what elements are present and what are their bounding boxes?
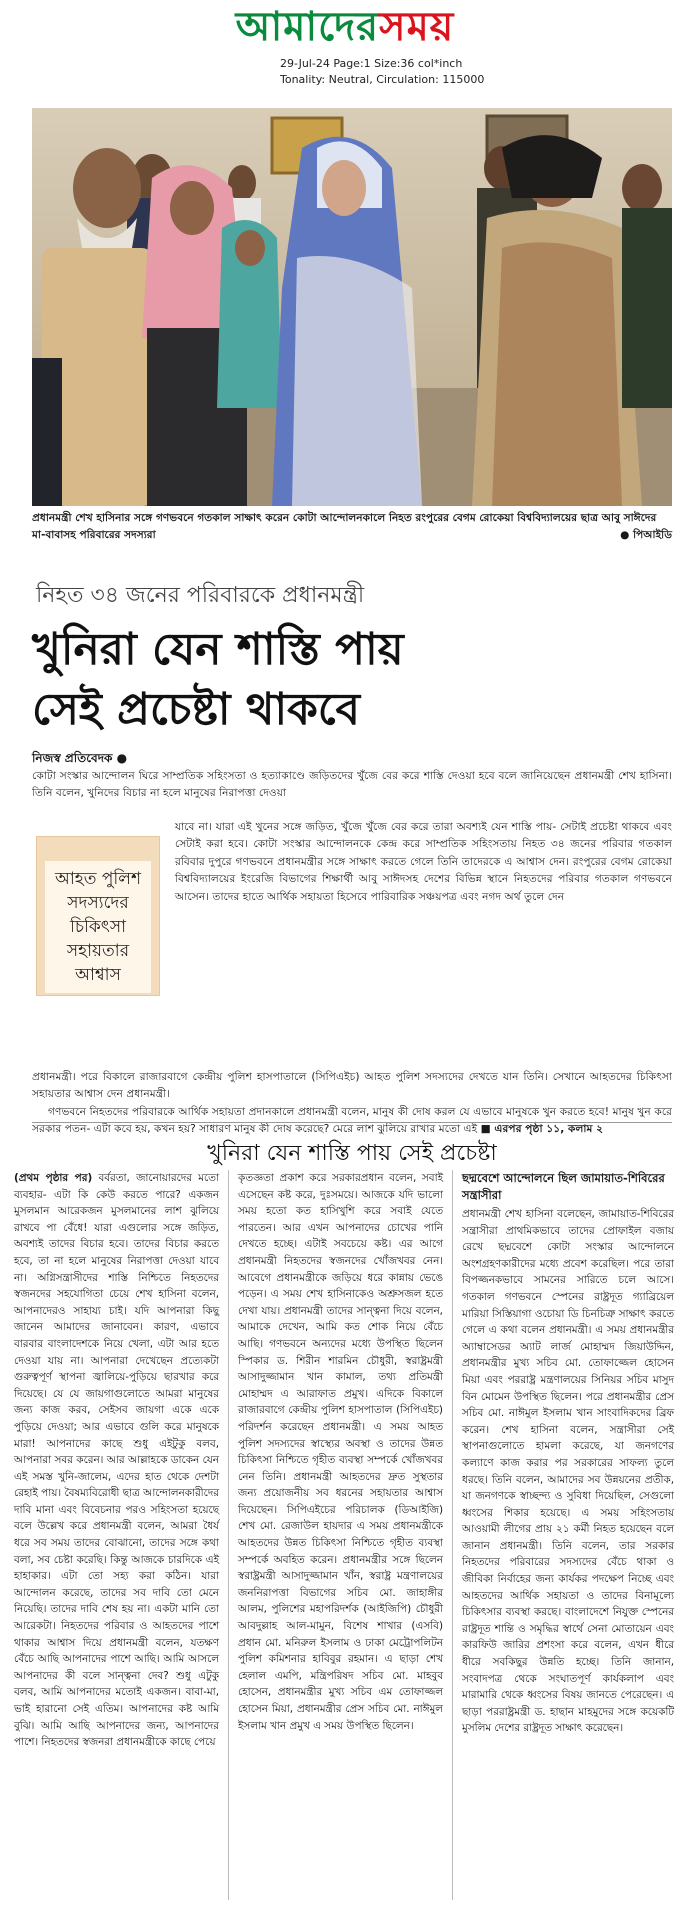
column-divider-2 xyxy=(452,1170,453,1900)
lead-paragraph-side: যাবে না। যারা এই খুনের সঙ্গে জড়িত, খুঁজে খুঁজে বের করে তারা অবশ্যই যেন শাস্তি পায়- সেটাই প্রচেষ্টা থাকবে এবং সেটাই করা হবে। কোটা সংস্কার আন্দোলনকে কেন্দ্র করে সাম্প্রতিক সহিংসতায় নিহত ৩৪ জনের পরিবার গতকাল রবিবার দুপুরে গণভবনে প্রধানমন্ত্রীর সঙ্গে সাক্ষাৎ করতে গেলে তিনি তাদেরকে এ আশ্বাস দেন। রংপুরের বেগম রোকেয়া বিশ্ববিদ্যালয়ের ইংরেজি বিভাগের শিক্ষার্থী আবু সাঈদসহ দেশের বিভিন্ন স্থানে নিহতদের পরিবার গতকাল গণভবনে আসেন। তাদের হাতে আর্থিক সহায়তা হিসেবে পারিবারিক সঞ্চয়পত্র এবং নগদ অর্থ তুলে দেন xyxy=(175,820,672,903)
lead-paragraph-top: কোটা সংস্কার আন্দোলন ঘিরে সাম্প্রতিক সহিংসতা ও হত্যাকাণ্ডে জড়িতদের খুঁজে বের করে শাস্তি দেওয়া হবে বলে জানিয়েছেন প্রধানমন্ত্রী শেখ হাসিনা। তিনি বলেন, খুনিদের বিচার না হলে মানুষের নিরাপত্তা দেওয়া xyxy=(32,769,672,800)
news-photo xyxy=(32,108,672,506)
section-divider xyxy=(32,1122,672,1123)
column-3-heading: ছদ্মবেশে আন্দোলনে ছিল জামায়াত-শিবিরের সন্ত্রাসীরা xyxy=(462,1171,665,1202)
lead-paragraph-bottom xyxy=(32,1068,672,1138)
column-3-body: প্রধানমন্ত্রী শেখ হাসিনা বলেছেন, জামায়াত-শিবিরের সন্ত্রাসীরা প্রাথমিকভাবে তাদের প্রোফাইল বজায় রেখে ছদ্মবেশে কোটা সংস্কার আন্দোলনে অংশগ্রহণকারীদের মধ্যে প্রবেশ করেছিল। পরে তারা বিপজ্জনকভাবে সামনের সারিতে চলে আসে। গতকাল গণভবনে স্পেনের রাষ্ট্রদূত গ্যাব্রিয়েল মারিয়া সিস্তিয়াগা ওচোয়া ডি চিনচিত্রু সাক্ষাৎ করতে গেলে এ কথা বলেন প্রধানমন্ত্রী। এ সময় প্রধানমন্ত্রীর অ্যাম্বাসেডর অ্যাট লার্জ মোহাম্মদ জিয়াউদ্দিন, প্রধানমন্ত্রীর মুখ্য সচিব মো. তোফাজ্জেল হোসেন মিয়া এবং পররাষ্ট্র মন্ত্রণালয়ের সিনিয়র সচিব মাসুদ বিন মোমেন উপস্থিত ছিলেন। পরে প্রধানমন্ত্রীর প্রেস সচিব মো. নাঈমুল ইসলাম খান সাংবাদিকদের ব্রিফ করেন। শেখ হাসিনা বলেন, সন্ত্রাসীরা সেই স্থাপনাগুলোতে হামলা করেছে, যা জনগণের কল্যাণে কাজ করার পর সরকারের সাফল্য তুলে ধরছে। তিনি বলেন, আমাদের সব উন্নয়নের প্রতীক, যা জনগণকে স্বাচ্ছন্দ্য ও সুবিধা দিয়েছিল, সেগুলো ধ্বংসের শিকার হয়েছে। এ সময় সহিংসতায় আওয়ামী লীগের প্রায় ২১ কর্মী নিহত হয়েছেন বলে জানান প্রধানমন্ত্রী। তিনি বলেন, তার সরকার নিহতদের পরিবারের সদস্যদের বেঁচে থাকা ও জীবিকা নির্বাহের জন্য কার্যকর পদক্ষেপ নিচ্ছে এবং আহতদের আর্থিক সহায়তা ও তাদের বিনামূল্যে চিকিৎসার ব্যবস্থা করছে। বাংলাদেশে নিযুক্ত স্পেনের রাষ্ট্রদূত শান্তি ও সমৃদ্ধির স্বার্থে সেনা মোতায়েন এবং কারফিউ জারির প্রশংসা করে বলেন, এখন ধীরে ধীরে সবকিছুর উন্নতি হচ্ছে। তিনি জানান, সংবাদপত্র থেকে সংঘাতপূর্ণ কার্যকলাপ এবং মারামারি থেকে ধ্বংসের বিষয় জানতে পেরেছেন। এ ছাড়া পররাষ্ট্রমন্ত্রী ড. হাছান মাহমুদের সঙ্গে কয়েকটি মুসলিম দেশের রাষ্ট্রদূত সাক্ষাৎ করেছেন। xyxy=(462,1208,674,1735)
column-divider-1 xyxy=(228,1170,229,1900)
headline xyxy=(32,620,672,740)
masthead xyxy=(0,4,690,50)
meta-line-2: Tonality: Neutral, Circulation: 115000 xyxy=(280,73,485,86)
clip-metadata xyxy=(280,56,484,88)
sidebar-highlight-box xyxy=(36,836,160,996)
continuation-column-1 xyxy=(14,1170,219,1751)
continuation-column-3 xyxy=(462,1170,674,1737)
column-1-body: বর্বরতা, জানোয়ারদের মতো ব্যবহার- এটা কি কেউ করতে পারে? একজন মুসলমান আরেকজন মুসলমানের লাশ ঝুলিয়ে রাখবে পা বেঁধে! যারা এগুলোর সঙ্গে জড়িত, অবশ্যই তাদের বিচার হবে। তাদের বিচার করতে হবে, তা না হলে মানুষের নিরাপত্তা দেওয়া যাবে না। অগ্নিসন্ত্রাসীদের শাস্তি নিশ্চিতে নিহতদের স্বজনদের সহযোগিতা চেয়ে শেখ হাসিনা বলেন, আপনাদেরও সাহায্য চাই। যদি আপনারা কিছু জানেন আমাদের জানাবেন। কারণ, এভাবে বারবার বাংলাদেশকে নিয়ে খেলা, এটা আর হতে দেওয়া যায় না। আপনারা দেখেছেন প্রত্যেকটা গুরুত্বপূর্ণ স্থাপনা জ্বালিয়ে-পুড়িয়ে ছারখার করে দিয়েছে। যে যে জায়গাগুলোতে আমরা মানুষের জন্য কাজ করব, সেইসব জায়গা একে একে পুড়িয়ে দেওয়া; আর এভাবে গুলি করে মানুষকে মারা! আপনাদের কাছে শুধু এইটুকু বলব, আপনারা সবর করেন। আর আল্লাহকে ডাকেন যেন এই সমস্ত খুনি-জালেম, এদের হাত থেকে দেশটা রেহাই পায়। বৈষম্যবিরোধী ছাত্র আন্দোলনকারীদের দাবি মানা এবং বিবেচনার পরও সহিংসতা হয়েছে বলে উল্লেখ করে প্রধানমন্ত্রী বলেন, আমরা ধৈর্য ধরে সব সময় তাদের বোঝানো, তাদের সঙ্গে কথা বলা, সব চেষ্টা করেছি। কিন্তু আজকে চারদিকে এই হাহাকার। এটা তো সহ্য করা কঠিন। যারা আন্দোলন করেছে, তাদের সব দাবি তো মেনে নিয়েছি। তাদের দাবি শেষ হয় না। একটা মানি তো আরেকটা। নিহতদের পরিবার ও আহতদের পাশে থাকার আশ্বাস দিয়ে প্রধানমন্ত্রী বলেন, যতক্ষণ বেঁচে আছি আপনাদের পাশে আছি। আমি আসলে আপনাদের কী বলে সান্ত্বনা দেব? শুধু এটুকু বলব, আমি আপনাদের মতোই একজন। বাবা-মা, ভাই হারানো সেই এতিম। আপনাদের কষ্ট আমি বুঝি। আমি আছি আপনাদের জন্য, আপনাদের পাশে। নিহতদের স্বজনরা প্রধানমন্ত্রীকে কাছে পেয়ে xyxy=(14,1172,219,1749)
photo-caption xyxy=(32,510,672,544)
headline-line-2: সেই প্রচেষ্টা থাকবে xyxy=(32,684,361,735)
logo-part-2: সময় xyxy=(379,3,455,50)
continuation-headline: খুনিরা যেন শাস্তি পায় সেই প্রচেষ্টা xyxy=(207,1141,497,1166)
meta-line-1: 29-Jul-24 Page:1 Size:36 col*inch xyxy=(280,57,463,70)
continuation-column-2 xyxy=(238,1170,443,1734)
newspaper-logo xyxy=(0,4,690,50)
photo-illustration xyxy=(32,108,672,506)
jump-reference: ■ এরপর পৃষ্ঠা ১১, কলাম ২ xyxy=(480,1122,604,1136)
sidebar-highlight-text: আহত পুলিশ সদস্যদের চিকিৎসা সহায়তার আশ্বাস xyxy=(45,861,151,993)
lead-bottom-p1: প্রধানমন্ত্রী। পরে বিকালে রাজারবাগে কেন্দ্রীয় পুলিশ হাসপাতালে (সিপিএইচ) আহত পুলিশ সদস্যদের দেখতে যান তিনি। সেখানে আহতদের চিকিৎসা সহায়তার আশ্বাস দেন প্রধানমন্ত্রী। xyxy=(32,1070,672,1101)
kicker: নিহত ৩৪ জনের পরিবারকে প্রধানমন্ত্রী xyxy=(36,583,365,608)
lead-bottom-p2: গণভবনে নিহতদের পরিবারকে আর্থিক সহায়তা প্রদানকালে প্রধানমন্ত্রী বলেন, মানুষ কী দোষ করল যে এভাবে মানুষকে খুন করতে হবে! মানুষ খুন করে সরকার পতন- এটা কবে হয়, কখন হয়? সাধারণ মানুষ কী দোষ করেছে? মেরে লাশ ঝুলিয়ে রাখার মতো এই xyxy=(32,1104,672,1136)
photo-credit: ● পিআইডি xyxy=(620,529,672,541)
continuation-marker: (প্রথম পৃষ্ঠার পর) xyxy=(14,1172,93,1184)
caption-text: প্রধানমন্ত্রী শেখ হাসিনার সঙ্গে গণভবনে গতকাল সাক্ষাৎ করেন কোটা আন্দোলনকালে নিহত রংপুরের বেগম রোকেয়া বিশ্ববিদ্যালয়ের ছাত্র আবু সাঈদের মা-বাবাসহ পরিবারের সদস্যরা xyxy=(32,512,657,541)
column-2-body: কৃতজ্ঞতা প্রকাশ করে সরকারপ্রধান বলেন, সবাই এসেছেন কষ্ট করে, দুঃসময়ে। আজকে যদি ভালো সময় হতো কত হাসিখুশি করে সবাই যেতে পারতেন। আর এখন আপনাদের চোখের পানি দেখতে হচ্ছে। এটাই সবচেয়ে কষ্ট। এর আগে প্রধানমন্ত্রী নিহতদের স্বজনদের খোঁজখবর নেন। আবেগে প্রধানমন্ত্রীকে জড়িয়ে ধরে কান্নায় ভেঙে পড়েন। এ সময় শেখ হাসিনাকেও অশ্রুসজল হতে দেখা যায়। প্রধানমন্ত্রী তাদের সান্ত্বনা দিয়ে বলেন, আমাকে দেখেন, আমি কত শোক নিয়ে বেঁচে আছি। গণভবনে অন্যদের মধ্যে উপস্থিত ছিলেন স্পিকার ড. শিরীন শারমিন চৌধুরী, স্বরাষ্ট্রমন্ত্রী আসাদুজ্জামান খান কামাল, তথ্য প্রতিমন্ত্রী মোহাম্মদ এ আরাফাত প্রমুখ। এদিকে বিকালে রাজারবাগে কেন্দ্রীয় পুলিশ হাসপাতাল (সিপিএইচ) পরিদর্শন করেছেন প্রধানমন্ত্রী। এ সময় আহত পুলিশ সদস্যদের স্বাস্থ্যের অবস্থা ও তাদের উন্নত চিকিৎসা নিশ্চিতে গৃহীত ব্যবস্থা সম্পর্কে খোঁজখবর নেন তিনি। প্রধানমন্ত্রী আহতদের দ্রুত সুস্থতার জন্য প্রয়োজনীয় সব ধরনের সহায়তার আশ্বাস দিয়েছেন। সিপিএইচের পরিচালক (ডিআইজি) শেখ মো. রেজাউল হায়দার এ সময় প্রধানমন্ত্রীকে আহতদের উন্নত চিকিৎসা নিশ্চিতে গৃহীত ব্যবস্থা সম্পর্কে অবহিত করেন। প্রধানমন্ত্রীর সঙ্গে ছিলেন স্বরাষ্ট্রমন্ত্রী আসাদুজ্জামান খাঁন, স্বরাষ্ট্র মন্ত্রণালয়ের জননিরাপত্তা বিভাগের সচিব মো. জাহাঙ্গীর আলম, পুলিশের মহাপরিদর্শক (আইজিপি) চৌধুরী আবদুল্লাহ আল-মামুন, বিশেষ শাখার (এসবি) প্রধান মো. মনিরুল ইসলাম ও ঢাকা মেট্রোপলিটন পুলিশ কমিশনার হাবিবুর রহমান। এ ছাড়া শেখ হেলাল এমপি, মন্ত্রিপরিষদ সচিব মো. মাহবুব হোসেন, প্রধানমন্ত্রীর মুখ্য সচিব এম তোফাজ্জল হোসেন মিয়া, প্রধানমন্ত্রীর প্রেস সচিব মো. নাঈমুল ইসলাম খান প্রমুখ এ সময় উপস্থিত ছিলেন। xyxy=(238,1172,443,1732)
logo-part-1: আমাদের xyxy=(235,3,380,50)
headline-line-1: খুনিরা যেন শাস্তি পায় xyxy=(32,624,404,675)
byline: নিজস্ব প্রতিবেদক ● xyxy=(32,751,128,765)
column-1-text xyxy=(14,1170,219,1751)
